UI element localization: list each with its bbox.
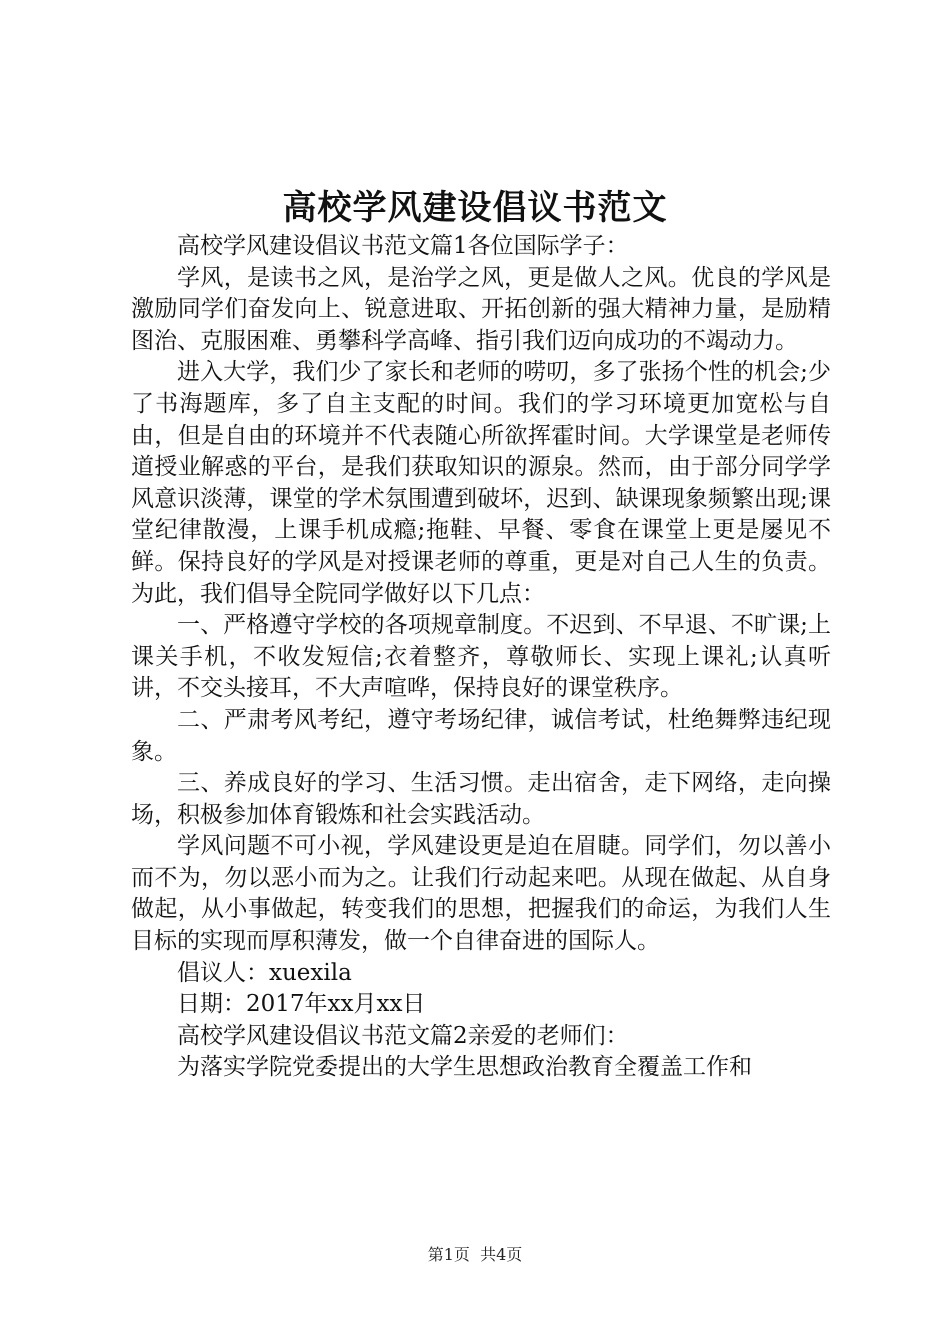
paragraph-5: 二、严肃考风考纪，遵守考场纪律，诚信考试，杜绝舞弊违纪现象。	[131, 706, 831, 765]
document-title: 高校学风建设倡议书范文	[282, 188, 668, 228]
paragraph-6: 三、养成良好的学习、生活习惯。走出宿舍，走下网络，走向操场，积极参加体育锻炼和社会实践活动。	[131, 770, 831, 828]
paragraph-1: 高校学风建设倡议书范文篇1各位国际学子：	[177, 233, 629, 259]
paragraph-3: 进入大学，我们少了家长和老师的唠叨，多了张扬个性的机会;少了书海题库，多了自主支配的时间。我们的学习环境更加宽松与自由，但是自由的环境并不代表随心所欲挥霍时间。大学课堂是老师传道授业解惑的平台，是我们获取知识的源泉。然而，由于部分同学学风意识淡薄，课堂的学术氛围遭到破坏，迟到、缺课现象频繁出现;课堂纪律散漫，上课手机成瘾;拖鞋、早餐、零食在课堂上更是屡见不鲜。保持良好的学风是对授课老师的尊重，更是对自己人生的负责。为此，我们倡导全院同学做好以下几点：	[131, 359, 831, 607]
page-total: 共4页	[480, 1245, 523, 1264]
paragraph-2: 学风，是读书之风，是治学之风，更是做人之风。优良的学风是激励同学们奋发向上、锐意进取、开拓创新的强大精神力量，是励精图治、克服困难、勇攀科学高峰、指引我们迈向成功的不竭动力。	[131, 264, 831, 354]
paragraph-10: 高校学风建设倡议书范文篇2亲爱的老师们：	[177, 1022, 629, 1049]
paragraph-11: 为落实学院党委提出的大学生思想政治教育全覆盖工作和	[177, 1054, 752, 1081]
paragraph-4: 一、严格遵守学校的各项规章制度。不迟到、不早退、不旷课;上课关手机，不收发短信;衣着整齐，尊敬师长、实现上课礼;认真听讲，不交头接耳，不大声喧哗，保持良好的课堂秩序。	[131, 612, 831, 702]
date-line: 日期：2017年xx月xx日	[177, 991, 426, 1018]
proposer-line: 倡议人：xuexila	[177, 959, 352, 986]
page-number: 第1页	[427, 1245, 470, 1264]
paragraph-7: 学风问题不可小视，学风建设更是迫在眉睫。同学们，勿以善小而不为，勿以恶小而为之。让我们行动起来吧。从现在做起、从自身做起，从小事做起，转变我们的思想，把握我们的命运，为我们人生目标的实现而厚积薄发，做一个自律奋进的国际人。	[131, 833, 831, 955]
page-footer	[0, 1243, 950, 1267]
document-body	[131, 231, 831, 1084]
